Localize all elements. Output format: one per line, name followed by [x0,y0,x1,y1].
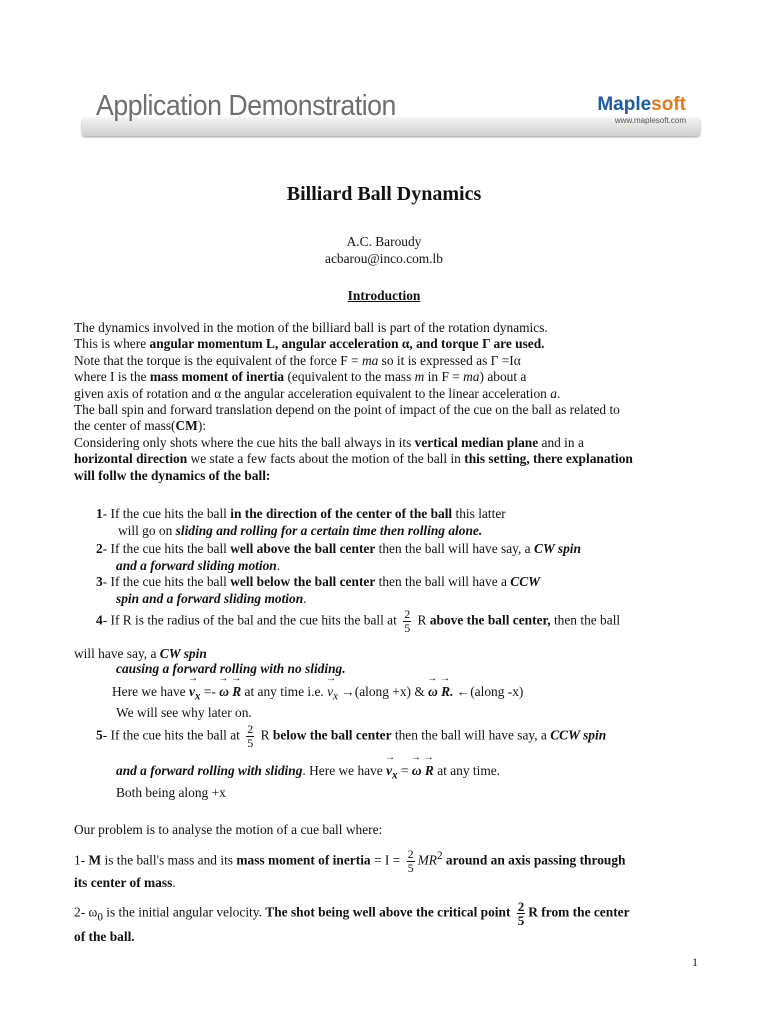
header-banner [82,84,700,140]
logo-text-maple: Maple [597,94,652,115]
equation-line: and a forward rolling with sliding. Here we have → $v_x$ = → ω → R at any time. [116,763,500,782]
page-number: 1 [692,955,698,969]
problem-item: 1- M is the ball's mass and its mass moment of inertia = I = $\frac{2}{5}$ $MR^2$ around an axis passing through [74,847,626,875]
list-item: 2- If the cue hits the ball well above the ball center then the ball will have say, a CW spin [96,541,581,556]
list-item-cont: spin and a forward sliding motion. [116,591,307,606]
list-item: 5- If the cue hits the ball at $\frac{2}{5}$ R below the ball center then the ball will have say, a CCW spin [96,722,607,750]
equation-line: Here we have → $v_x$ =- → ω → R at any time i.e. → $v_x$ →(along +x) & → ω → R. ←(along -x) [112,684,523,703]
page-title: Billiard Ball Dynamics [286,183,482,205]
list-item-cont: will go on sliding and rolling for a certain time then rolling alone. [118,523,483,538]
list-item: 1- If the cue hits the ball in the direction of the center of the ball this latter [96,506,506,521]
problem-item: 2- $\omega_0$ is the initial angular velocity. The shot being well above the critical point $\frac{2}{5}$ R from the center [74,899,630,928]
problem-item-cont: of the ball. [74,929,135,944]
maplesoft-logo [597,94,686,125]
list-item-cont: causing a forward rolling with no sliding. [116,661,346,676]
problem-item-cont: its center of mass. [74,875,176,890]
list-item-cont: and a forward sliding motion. [116,558,281,573]
logo-text-soft: soft [651,94,686,115]
list-item-cont: We will see why later on. [116,705,252,720]
author-name: A.C. Baroudy [346,234,422,249]
list-item: 4- If R is the radius of the bal and the cue hits the ball at $\frac{2}{5}$ R above the ball center, then the ball [96,607,621,635]
problem-paragraph: Our problem is to analyse the motion of a cue ball where: [74,822,383,837]
logo-url: www.maplesoft.com [614,116,686,125]
author-block [0,233,768,267]
intro-paragraph: The dynamics involved in the motion of the billiard ball is part of the rotation dynamics. This is where angular momentum L, angular acceleration α, and torque Γ are used. Note that the torque is the equivalent of the force F = ma so it is expressed as Γ =Iα where I is the mass moment of inertia (equivalent to the mass m in F = ma) about a given axis of rotation and α the angular acceleration equivalent to the linear acceleration a. The ball spin and forward translation depend on the point of impact of the cue on the ball as related to the center of mass(CM): Considering only shots where the cue hits the ball always in its vertical median plane and in a horizontal direction we state a few facts about the motion of the ball in this setting, there explanation will follw the dynamics of the ball: [74,320,633,483]
list-item-cont: Both being along +x [116,785,226,800]
list-item: 3- If the cue hits the ball well below the ball center then the ball will have a CCW [96,574,541,589]
section-heading: Introduction [347,288,421,303]
banner-title: Application Demonstration [96,90,396,122]
author-email: acbarou@inco.com.lb [325,251,443,266]
list-item-cont: will have say, a CW spin [74,646,207,661]
